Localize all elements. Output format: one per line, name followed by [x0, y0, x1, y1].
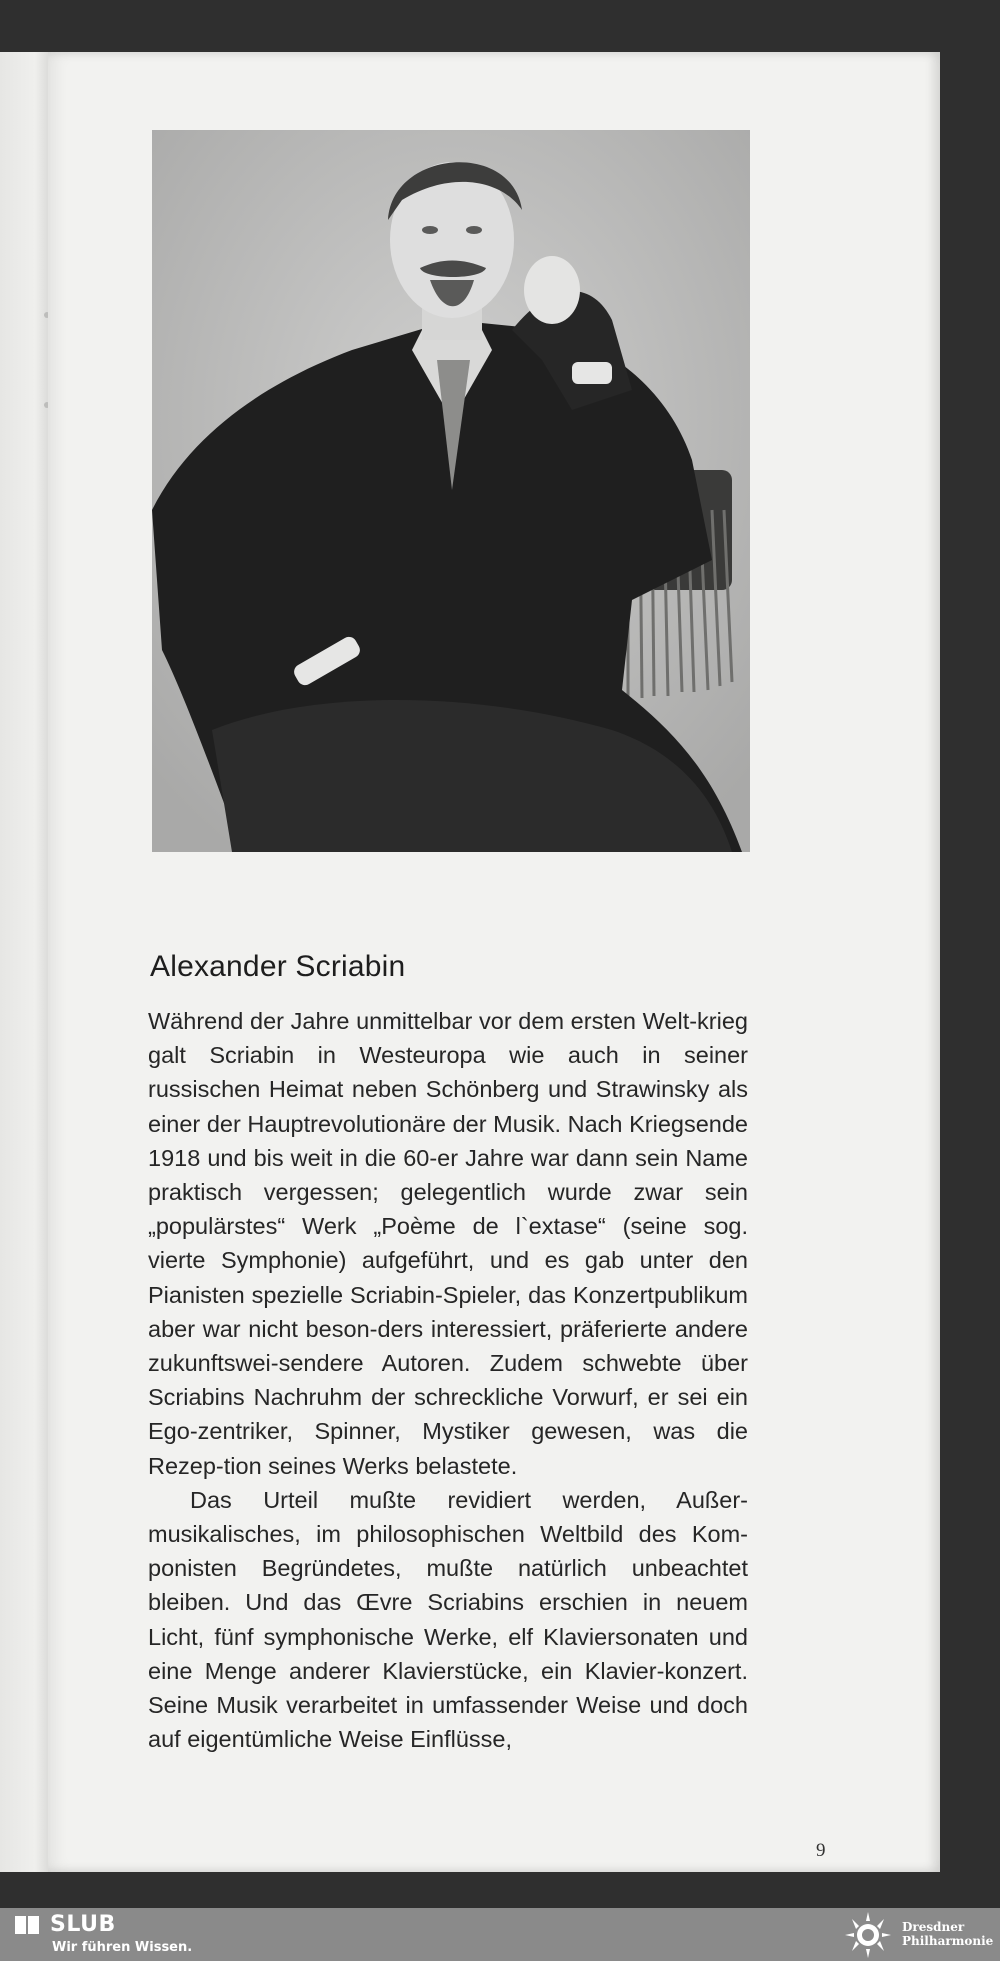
article-body [148, 1004, 748, 1756]
library-tagline: Wir führen Wissen. [52, 1940, 193, 1955]
portrait-illustration [152, 130, 750, 852]
library-name[interactable]: SLUB [50, 1912, 116, 1937]
paragraph: Das Urteil mußte revidiert werden, Außer-musikalisches, im philosophischen Weltbild des Kom-ponisten Begründetes, mußte natürlich unbeachtet bleiben. Und das Œvre Scriabins erschien in neuem Licht, fünf symphonische Werke, elf Klaviersonaten und eine Menge anderer Klavierstücke, ein Klavier-konzert. Seine Musik verarbeitet in umfassender Weise und doch auf eigentümliche Weise Einflüsse, [148, 1486, 748, 1753]
article-title: Alexander Scriabin [150, 950, 406, 983]
book-icon [14, 1914, 40, 1936]
page-number: 9 [816, 1840, 826, 1861]
partner-name-line: Dresdner [902, 1920, 965, 1934]
sunburst-logo [842, 1912, 894, 1958]
previous-page-edge [0, 52, 50, 1872]
partner-name-line: Philharmonie [902, 1934, 994, 1948]
portrait-photograph [152, 130, 750, 852]
partner-name[interactable] [902, 1920, 998, 1948]
document-page [48, 52, 940, 1872]
viewer-footer [0, 1908, 1000, 1961]
paragraph: Während der Jahre unmittelbar vor dem ersten Welt-krieg galt Scriabin in Westeuropa wie auch in seiner russischen Heimat neben Schönberg und Strawinsky als einer der Hauptrevolutionäre der Musik. Nach Kriegsende 1918 und bis weit in die 60-er Jahre war dann sein Name praktisch vergessen; gelegentlich wurde zwar sein „populärstes“ Werk „Poème de l`extase“ (seine sog. vierte Symphonie) aufgeführt, und es gab unter den Pianisten spezielle Scriabin-Spieler, das Konzertpublikum aber war nicht beson-ders interessiert, präferierte andere zukunftswei-sendere Autoren. Zudem schwebte über Scriabins Nachruhm der schreckliche Vorwurf, er sei ein Ego-zentriker, Spinner, Mystiker gewesen, was die Rezep-tion seines Werks belastete. [148, 1008, 748, 1479]
